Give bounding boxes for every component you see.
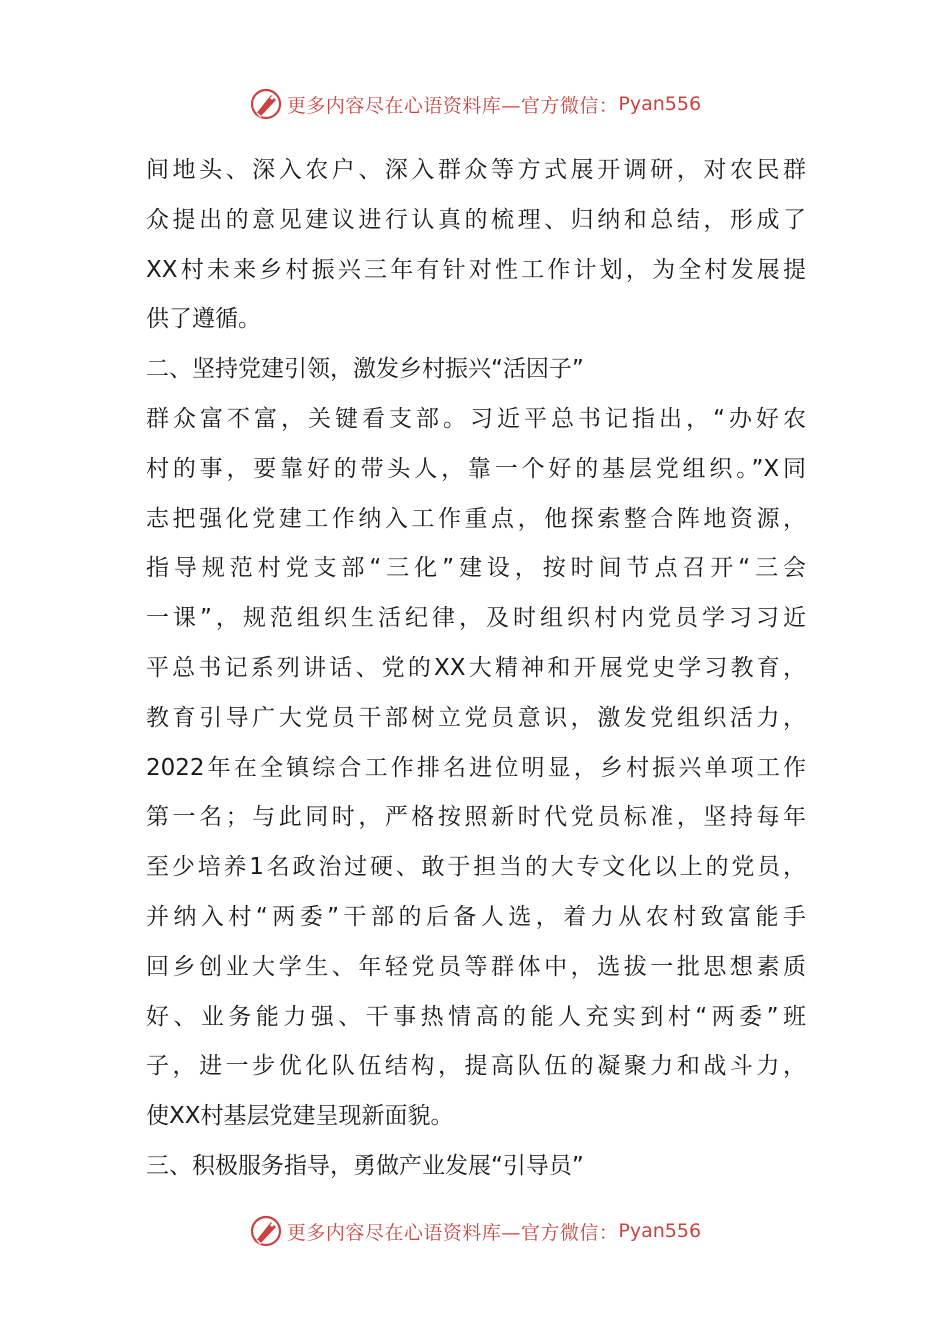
text-line: 子，进一步优化队伍结构，提高队伍的凝聚力和战斗力， — [146, 1053, 806, 1080]
text-line: 教育引导广大党员干部树立党员意识，激发党组织活力， — [146, 704, 806, 731]
text-line: 众提出的意见建议进行认真的梳理、归纳和总结，形成了 — [146, 206, 806, 233]
banner-text: 更多内容尽在心语资料库—官方微信： — [286, 94, 619, 117]
text-line: 一课”，规范组织生活纪律，及时组织村内党员学习习近 — [146, 605, 806, 632]
document-body — [146, 146, 806, 1192]
banner-handle: Pyan556 — [618, 1220, 702, 1242]
section-heading: 三、积极服务指导，勇做产业发展“引导员” — [146, 1152, 584, 1179]
text-line: 群众富不富，关键看支部。习近平总书记指出，“办好农 — [146, 405, 806, 432]
footer-banner — [0, 1211, 950, 1251]
text-line: 好、业务能力强、干事热情高的能人充实到村“两委”班 — [146, 1003, 806, 1030]
text-line: 2022年在全镇综合工作排名进位明显，乡村振兴单项工作 — [146, 754, 806, 781]
text-line: 村的事，要靠好的带头人，靠一个好的基层党组织。”X同 — [146, 455, 806, 482]
text-line: XX村未来乡村振兴三年有针对性工作计划，为全村发展提 — [146, 256, 806, 283]
header-banner — [0, 84, 950, 124]
text-line: 并纳入村“两委”干部的后备人选，着力从农村致富能手 — [146, 903, 806, 930]
text-line: 平总书记系列讲话、党的XX大精神和开展党史学习教育， — [146, 654, 806, 681]
pen-nib-in-circle-icon — [249, 1214, 283, 1248]
text-line: 供了遵循。 — [146, 306, 261, 333]
text-line: 间地头、深入农户、深入群众等方式展开调研，对农民群 — [146, 157, 806, 183]
text-line: 指导规范村党支部“三化”建设，按时间节点召开“三会 — [146, 555, 806, 582]
section-heading: 二、坚持党建引领，激发乡村振兴“活因子” — [146, 356, 584, 383]
banner-content — [249, 1214, 701, 1248]
pen-nib-in-circle-icon — [249, 87, 283, 121]
banner-text: 更多内容尽在心语资料库—官方微信： — [286, 1221, 619, 1244]
banner-content — [249, 87, 701, 121]
text-line: 志把强化党建工作纳入工作重点，他探索整合阵地资源， — [146, 505, 806, 532]
text-line: 至少培养1名政治过硬、敢于担当的大专文化以上的党员， — [146, 854, 806, 881]
text-line: 使XX村基层党建呈现新面貌。 — [146, 1103, 454, 1130]
banner-handle: Pyan556 — [618, 93, 702, 115]
text-line: 回乡创业大学生、年轻党员等群体中，选拔一批思想素质 — [146, 953, 806, 980]
text-line: 第一名；与此同时，严格按照新时代党员标准，坚持每年 — [146, 804, 806, 831]
